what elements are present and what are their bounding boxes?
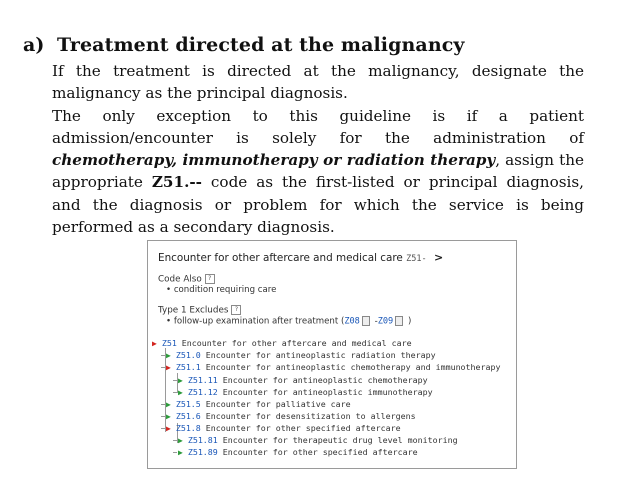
excludes-code-z08[interactable]: Z08 (344, 316, 360, 327)
section-marker: a) (23, 34, 45, 56)
tree-code[interactable]: Z51.81 (182, 435, 218, 445)
exception-intro: The only exception to this guideline is if a patient admission/encounter is solely for the administration of (52, 106, 584, 147)
leaf-arrow-icon[interactable]: ▶ (178, 376, 183, 385)
tree-row-z51-6[interactable] (160, 411, 416, 421)
tree-branch-line (161, 355, 165, 356)
tree-row-z51-81[interactable] (172, 435, 458, 445)
leaf-arrow-icon[interactable]: ▶ (178, 436, 183, 445)
tree-branch-line (161, 404, 165, 405)
code-also-heading (158, 274, 215, 285)
expand-arrow-icon[interactable]: ▶ (166, 424, 171, 433)
tree-label: Encounter for palliative care (200, 399, 351, 409)
expand-arrow-icon[interactable]: ▶ (166, 363, 171, 372)
document-icon[interactable] (362, 316, 370, 326)
tree-code[interactable]: Z51.5 (170, 399, 201, 409)
code-lookup-screenshot (147, 240, 517, 469)
excludes-item-text: follow-up examination after treatment ( (173, 316, 345, 327)
tree-code[interactable]: Z51.6 (170, 411, 201, 421)
exception-rest: code as the first-listed or principal diagnosis, and the diagnosis or problem for which the service is being performed as a secondary diagnosis. (52, 173, 584, 237)
leaf-arrow-icon[interactable]: ▶ (166, 412, 171, 421)
tree-code[interactable]: Z51.1 (170, 362, 201, 372)
leaf-arrow-icon[interactable]: ▶ (166, 351, 171, 360)
z51-code: Z51.-- (151, 173, 202, 192)
info-icon[interactable]: ? (205, 274, 215, 284)
code-also-label: Code Also (158, 274, 202, 285)
tree-code[interactable]: Z51.11 (182, 375, 218, 385)
tree-label: Encounter for other specified aftercare (200, 423, 401, 433)
tree-code[interactable]: Z51.0 (170, 350, 201, 360)
tree-code[interactable]: Z51.12 (182, 387, 218, 397)
guideline-text (52, 60, 584, 238)
tree-code[interactable]: Z51 (156, 338, 177, 348)
tree-row-z51-0[interactable] (160, 350, 436, 360)
tree-branch-line (173, 380, 177, 381)
tree-branch-line (161, 428, 165, 429)
tree-label: Encounter for other aftercare and medical care (176, 338, 412, 348)
tree-label: Encounter for antineoplastic chemotherapy (217, 375, 428, 385)
tree-label: Encounter for other specified aftercare (217, 447, 418, 457)
tree-row-z51-89[interactable] (172, 447, 418, 457)
tree-branch-line (173, 452, 177, 453)
therapy-emphasis: chemotherapy, immunotherapy or radiation therapy (52, 151, 496, 170)
leaf-arrow-icon[interactable]: ▶ (166, 400, 171, 409)
panel-title (158, 251, 443, 264)
leaf-arrow-icon[interactable]: ▶ (178, 448, 183, 457)
panel-title-code[interactable]: Z51- (406, 254, 427, 264)
excludes-item: • follow-up examination after treatment (Z08 -Z09 ) (166, 316, 412, 327)
tree-code[interactable]: Z51.89 (182, 447, 218, 457)
tree-row-z51-5[interactable] (160, 399, 351, 409)
panel-title-text: Encounter for other aftercare and medical care (158, 252, 403, 264)
tree-label: Encounter for desensitization to allergens (200, 411, 416, 421)
tree-row-z51-1[interactable] (160, 362, 501, 372)
excludes-label: Type 1 Excludes (158, 305, 229, 316)
excludes-heading (158, 305, 241, 316)
tree-label: Encounter for antineoplastic chemotherapy and immunotherapy (200, 362, 501, 372)
chevron-right-icon[interactable]: > (433, 251, 444, 264)
excludes-close-paren: ) (405, 316, 412, 327)
tree-row-z51-12[interactable] (172, 387, 433, 397)
document-icon[interactable] (395, 316, 403, 326)
excludes-separator: - (371, 316, 378, 327)
tree-label: Encounter for antineoplastic immunotherapy (217, 387, 433, 397)
section-heading (23, 34, 465, 56)
expand-arrow-icon[interactable]: ▶ (152, 339, 157, 348)
tree-code[interactable]: Z51.8 (170, 423, 201, 433)
tree-row-z51-8[interactable] (160, 423, 401, 433)
leaf-arrow-icon[interactable]: ▶ (178, 388, 183, 397)
tree-branch-line (173, 392, 177, 393)
paragraph-principal-diagnosis: If the treatment is directed at the malignancy, designate the malignancy as the principal diagnosis. (52, 62, 584, 103)
code-also-item-text: condition requiring care (173, 285, 277, 295)
exception-mid: , assign the appropriate (52, 151, 584, 192)
tree-row-z51-11[interactable] (172, 375, 428, 385)
excludes-code-z09[interactable]: Z09 (377, 316, 394, 327)
code-also-item: • condition requiring care (166, 285, 277, 295)
tree-row-z51[interactable] (152, 338, 412, 348)
section-title: Treatment directed at the malignancy (57, 34, 465, 56)
tree-branch-line (161, 416, 165, 417)
tree-branch-line (161, 367, 165, 368)
tree-label: Encounter for antineoplastic radiation therapy (200, 350, 436, 360)
tree-label: Encounter for therapeutic drug level monitoring (217, 435, 458, 445)
paragraph-exception (52, 105, 584, 239)
info-icon[interactable]: ? (231, 305, 241, 315)
tree-branch-line (173, 440, 177, 441)
